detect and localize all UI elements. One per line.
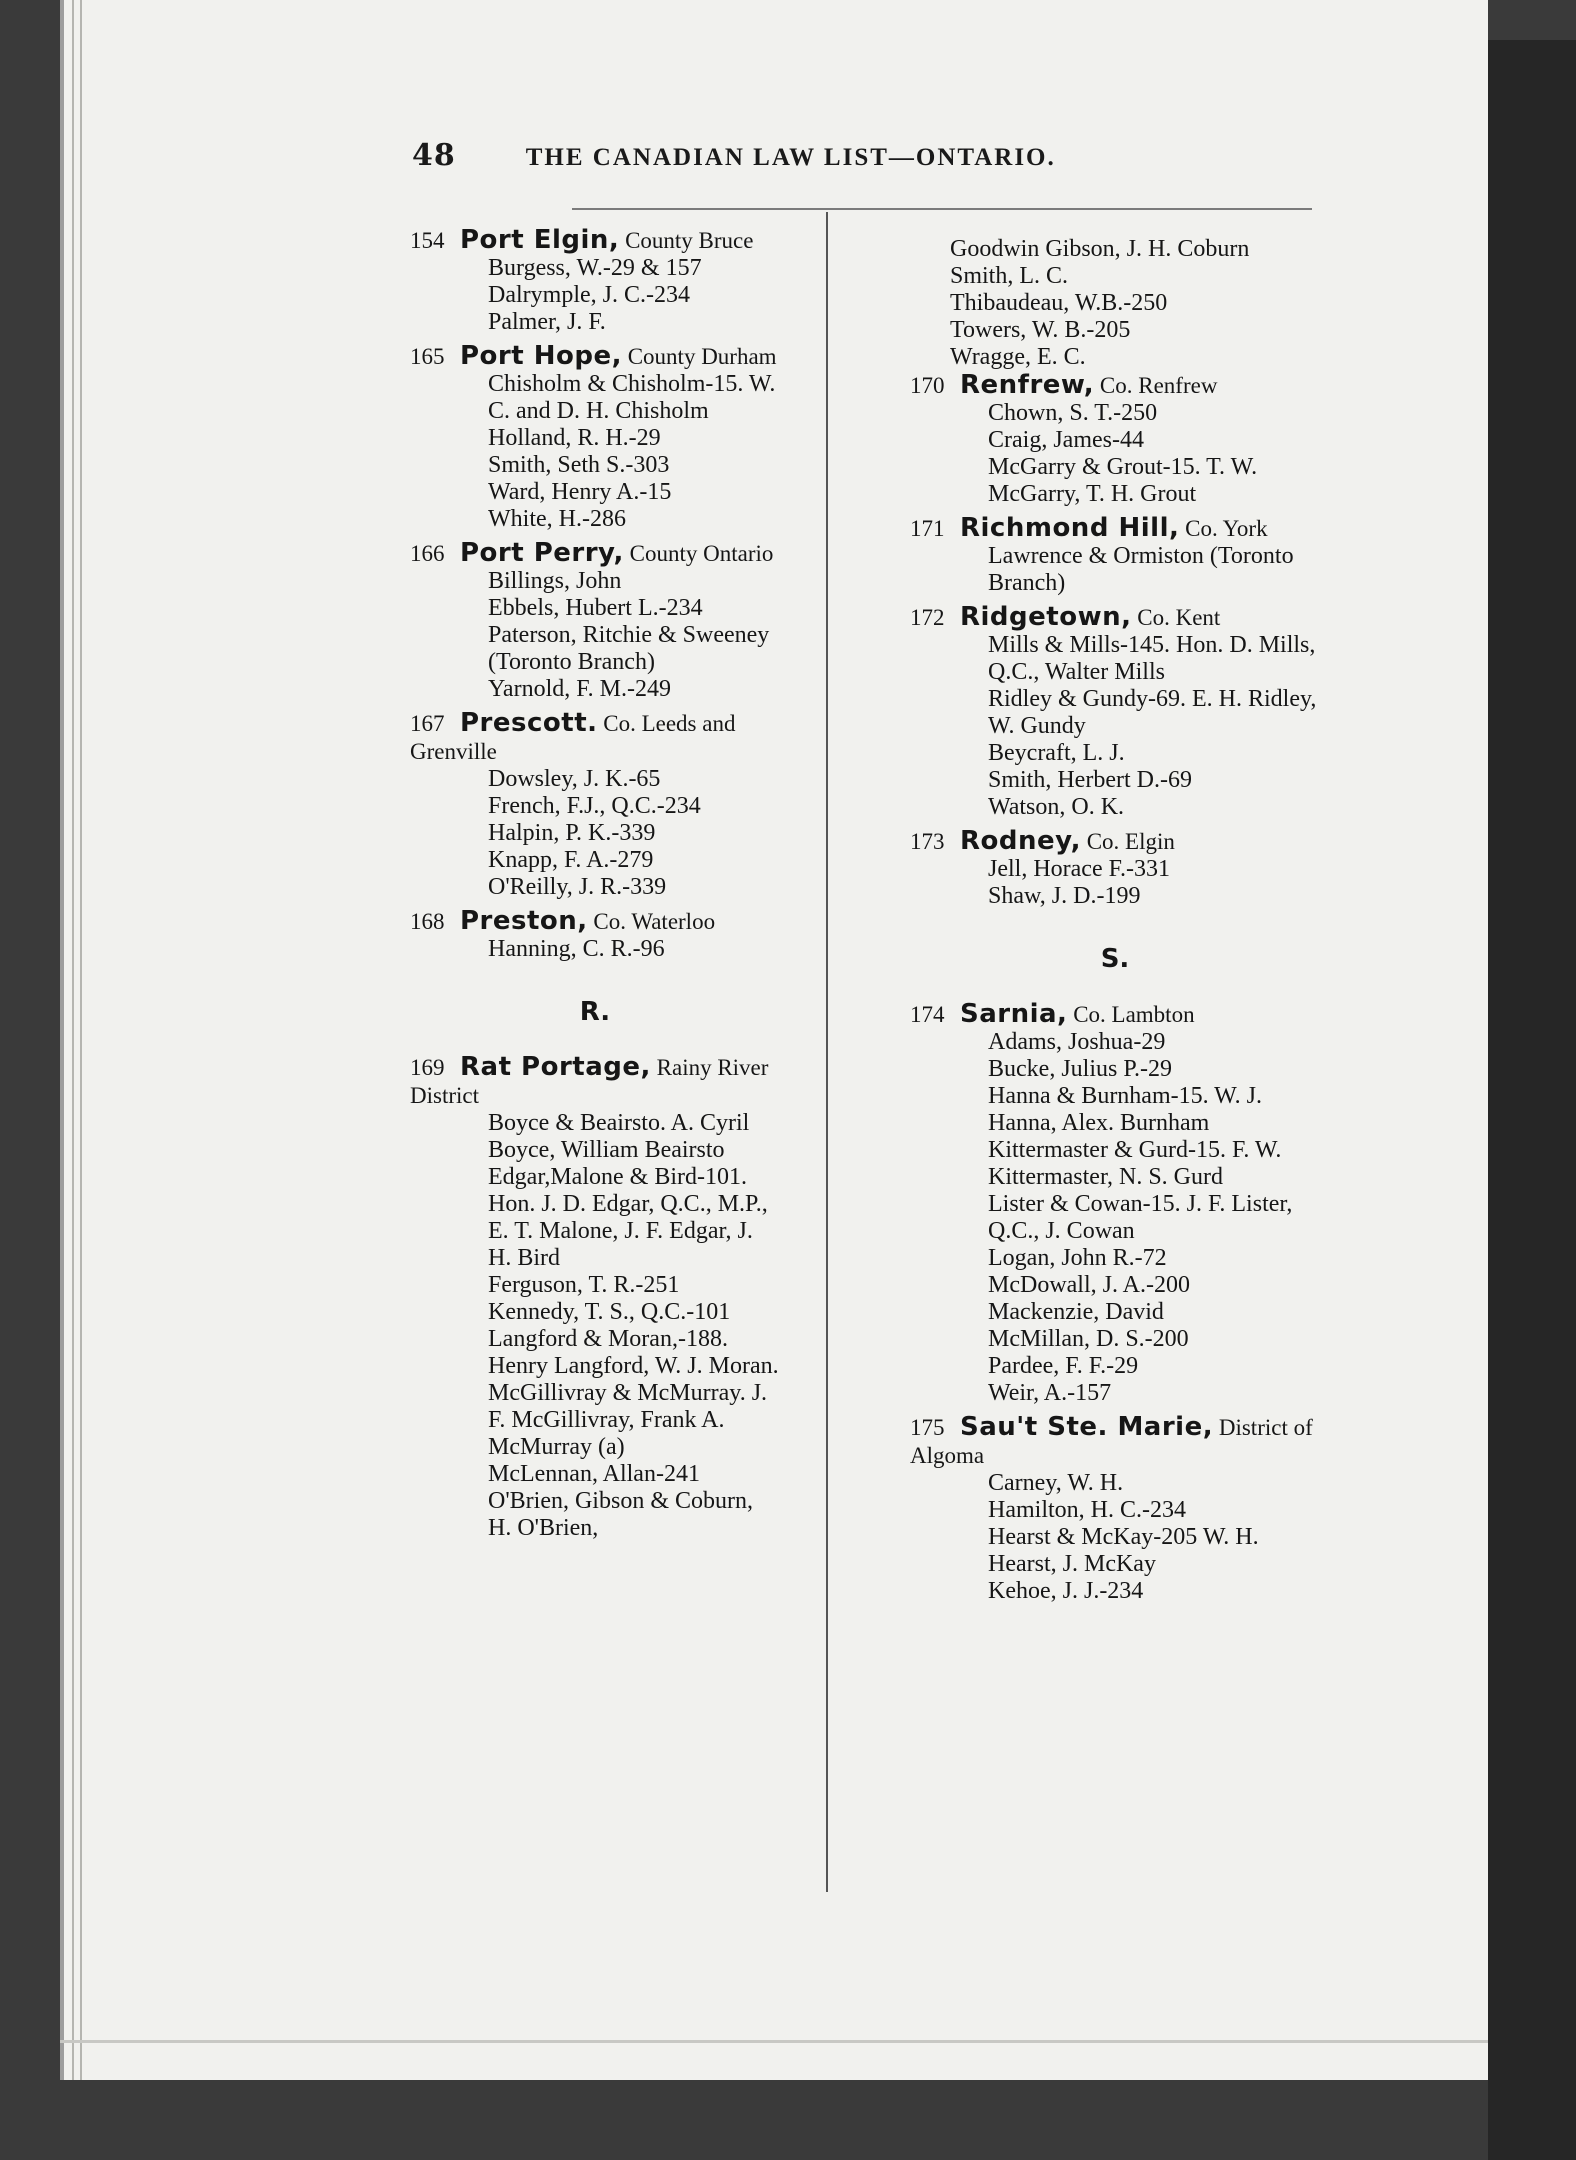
locality-name: Preston, — [460, 906, 588, 936]
locality-entry — [910, 603, 1320, 821]
lawyer-listing: O'Brien, Gibson & Coburn, H. O'Brien, — [488, 1488, 753, 1541]
lawyer-listing: O'Reilly, J. R.-339 — [488, 874, 667, 900]
lawyer-listing: Dalrymple, J. C.-234 — [488, 282, 690, 308]
county-name: District of Algoma — [910, 1415, 1313, 1468]
lawyer-listing: Halpin, P. K.-339 — [488, 820, 656, 846]
locality-name: Sau't Ste. Marie, — [960, 1412, 1214, 1442]
locality-entry — [410, 907, 780, 963]
locality-heading — [410, 1053, 780, 1110]
lawyer-listing: Thibaudeau, W.B.-250 — [950, 290, 1168, 316]
locality-name: Richmond Hill, — [960, 513, 1180, 543]
county-name: Co. Kent — [1137, 605, 1221, 630]
locality-heading — [410, 226, 780, 255]
lawyer-listing: Smith, L. C. — [950, 263, 1069, 289]
locality-entry — [910, 827, 1320, 910]
locality-name: Port Perry, — [460, 538, 624, 568]
lawyer-listing: Chisholm & Chisholm-15. W. C. and D. H. Chisholm — [488, 371, 776, 424]
lawyer-listing: Beycraft, L. J. — [988, 740, 1125, 766]
locality-number: 172 — [910, 605, 945, 630]
lawyer-listing: Adams, Joshua-29 — [988, 1029, 1166, 1055]
locality-entry — [410, 342, 780, 533]
lawyer-listing: Ebbels, Hubert L.-234 — [488, 595, 703, 621]
lawyer-listing: Kennedy, T. S., Q.C.-101 — [488, 1299, 731, 1325]
lawyer-listing: White, H.-286 — [488, 506, 626, 532]
locality-name: Renfrew, — [960, 370, 1095, 400]
lawyer-listing: Chown, S. T.-250 — [988, 400, 1158, 426]
lawyer-listing: Mackenzie, David — [988, 1299, 1164, 1325]
lawyer-listing: Wragge, E. C. — [950, 344, 1086, 370]
locality-number: 169 — [410, 1055, 445, 1080]
lawyer-listing: McLennan, Allan-241 — [488, 1461, 700, 1487]
lawyer-listing: Towers, W. B.-205 — [950, 317, 1131, 343]
lawyer-listing: Ridley & Gundy-69. E. H. Ridley, W. Gundy — [988, 686, 1317, 739]
lawyer-listing: Smith, Herbert D.-69 — [988, 767, 1192, 793]
lawyer-listing: Craig, James-44 — [988, 427, 1144, 453]
header-rule — [572, 208, 1312, 210]
lawyer-listing: Jell, Horace F.-331 — [988, 856, 1171, 882]
locality-heading — [410, 539, 780, 568]
lawyer-listing: Kittermaster & Gurd-15. F. W. Kittermaster, N. S. Gurd — [988, 1137, 1282, 1190]
page-stack-line — [72, 0, 74, 2080]
county-name: Co. York — [1185, 516, 1268, 541]
lawyer-listing: McDowall, J. A.-200 — [988, 1272, 1190, 1298]
county-name: Co. Waterloo — [593, 909, 716, 934]
county-name: Co. Elgin — [1086, 829, 1175, 854]
lawyer-listing: Hamilton, H. C.-234 — [988, 1497, 1186, 1523]
lawyer-listing: Logan, John R.-72 — [988, 1245, 1167, 1271]
lawyer-listing: McGillivray & McMurray. J. F. McGillivray, Frank A. McMurray (a) — [488, 1380, 768, 1460]
county-name: County Bruce — [625, 228, 754, 253]
lawyer-listing: Dowsley, J. K.-65 — [488, 766, 661, 792]
lawyer-listing: Holland, R. H.-29 — [488, 425, 661, 451]
lawyer-listing: Carney, W. H. — [988, 1470, 1124, 1496]
locality-name: Rodney, — [960, 826, 1081, 856]
lawyer-listing: Hearst & McKay-205 W. H. Hearst, J. McKay — [988, 1524, 1259, 1577]
lawyer-listing: Weir, A.-157 — [988, 1380, 1112, 1406]
lawyer-listing: Billings, John — [488, 568, 622, 594]
right-column — [910, 236, 1320, 1611]
section-letter: S. — [1100, 944, 1130, 974]
locality-heading — [410, 907, 780, 936]
lawyer-listing: Smith, Seth S.-303 — [488, 452, 670, 478]
locality-heading — [910, 371, 1320, 400]
locality-entry — [410, 709, 780, 901]
locality-name: Sarnia, — [960, 999, 1068, 1029]
locality-heading — [910, 514, 1320, 543]
locality-heading — [410, 709, 780, 766]
locality-entry — [410, 226, 780, 336]
lawyer-listing: McMillan, D. S.-200 — [988, 1326, 1189, 1352]
locality-entry — [410, 539, 780, 703]
locality-name: Rat Portage, — [460, 1052, 651, 1082]
book-spine — [1488, 40, 1576, 2160]
locality-heading — [910, 827, 1320, 856]
running-header — [412, 138, 1172, 173]
locality-entry — [410, 1053, 780, 1542]
left-column — [410, 226, 780, 1548]
section-letter: R. — [579, 997, 611, 1027]
page-stack-line — [80, 0, 82, 2080]
locality-name: Prescott. — [460, 708, 598, 738]
county-name: Co. Lambton — [1073, 1002, 1195, 1027]
lawyer-listing: Pardee, F. F.-29 — [988, 1353, 1139, 1379]
lawyer-listing: Edgar,Malone & Bird-101. Hon. J. D. Edgar, Q.C., M.P., E. T. Malone, J. F. Edgar, J. H. Bird — [488, 1164, 768, 1271]
lawyer-listing: Goodwin Gibson, J. H. Coburn — [950, 236, 1250, 262]
lawyer-listing: Hanning, C. R.-96 — [488, 936, 665, 962]
lawyer-listing: Mills & Mills-145. Hon. D. Mills, Q.C., Walter Mills — [988, 632, 1316, 685]
locality-number: 170 — [910, 373, 945, 398]
lawyer-listing: Watson, O. K. — [988, 794, 1125, 820]
locality-heading — [910, 1000, 1320, 1029]
county-name: Rainy River District — [410, 1055, 769, 1108]
continued-entries — [910, 236, 1320, 371]
locality-number: 174 — [910, 1002, 945, 1027]
column-divider — [826, 212, 828, 1892]
county-name: Co. Renfrew — [1099, 373, 1218, 398]
page-bottom-edge — [60, 2040, 1488, 2043]
locality-name: Port Elgin, — [460, 225, 620, 255]
locality-number: 166 — [410, 541, 445, 566]
lawyer-listing: Boyce & Beairsto. A. Cyril Boyce, William Beairsto — [488, 1110, 750, 1163]
page-edge — [60, 0, 64, 2080]
lawyer-listing: Palmer, J. F. — [488, 309, 606, 335]
lawyer-listing: Shaw, J. D.-199 — [988, 883, 1141, 909]
county-name: County Ontario — [629, 541, 774, 566]
locality-number: 173 — [910, 829, 945, 854]
locality-number: 171 — [910, 516, 945, 541]
lawyer-listing: Ferguson, T. R.-251 — [488, 1272, 680, 1298]
lawyer-listing: Knapp, F. A.-279 — [488, 847, 654, 873]
county-name: County Durham — [627, 344, 777, 369]
locality-name: Ridgetown, — [960, 602, 1132, 632]
locality-number: 154 — [410, 228, 445, 253]
right-entries — [910, 371, 1320, 1605]
locality-entry — [910, 1000, 1320, 1407]
locality-heading — [910, 603, 1320, 632]
lawyer-listing: Ward, Henry A.-15 — [488, 479, 672, 505]
lawyer-listing: Bucke, Julius P.-29 — [988, 1056, 1173, 1082]
page-number: 48 — [412, 138, 456, 173]
lawyer-listing: Langford & Moran,-188. Henry Langford, W. J. Moran. — [488, 1326, 779, 1379]
locality-number: 165 — [410, 344, 445, 369]
locality-number: 167 — [410, 711, 445, 736]
locality-entry — [910, 514, 1320, 597]
county-name: Co. Leeds and Grenville — [410, 711, 736, 764]
lawyer-listing: McGarry & Grout-15. T. W. McGarry, T. H. Grout — [988, 454, 1258, 507]
lawyer-listing: Paterson, Ritchie & Sweeney (Toronto Branch) — [488, 622, 770, 675]
locality-number: 175 — [910, 1415, 945, 1440]
locality-number: 168 — [410, 909, 445, 934]
locality-entry — [910, 1413, 1320, 1605]
locality-name: Port Hope, — [460, 341, 622, 371]
locality-heading — [910, 1413, 1320, 1470]
lawyer-listing: Lawrence & Ormiston (Toronto Branch) — [988, 543, 1294, 596]
locality-heading — [410, 342, 780, 371]
lawyer-listing: Yarnold, F. M.-249 — [488, 676, 671, 702]
lawyer-listing: Lister & Cowan-15. J. F. Lister, Q.C., J. Cowan — [988, 1191, 1293, 1244]
page-title: THE CANADIAN LAW LIST—ONTARIO. — [525, 144, 1056, 171]
lawyer-listing: Burgess, W.-29 & 157 — [488, 255, 702, 281]
lawyer-listing: Kehoe, J. J.-234 — [988, 1578, 1144, 1604]
lawyer-listing: Hanna & Burnham-15. W. J. Hanna, Alex. Burnham — [988, 1083, 1262, 1136]
locality-entry — [910, 371, 1320, 508]
lawyer-listing: French, F.J., Q.C.-234 — [488, 793, 701, 819]
